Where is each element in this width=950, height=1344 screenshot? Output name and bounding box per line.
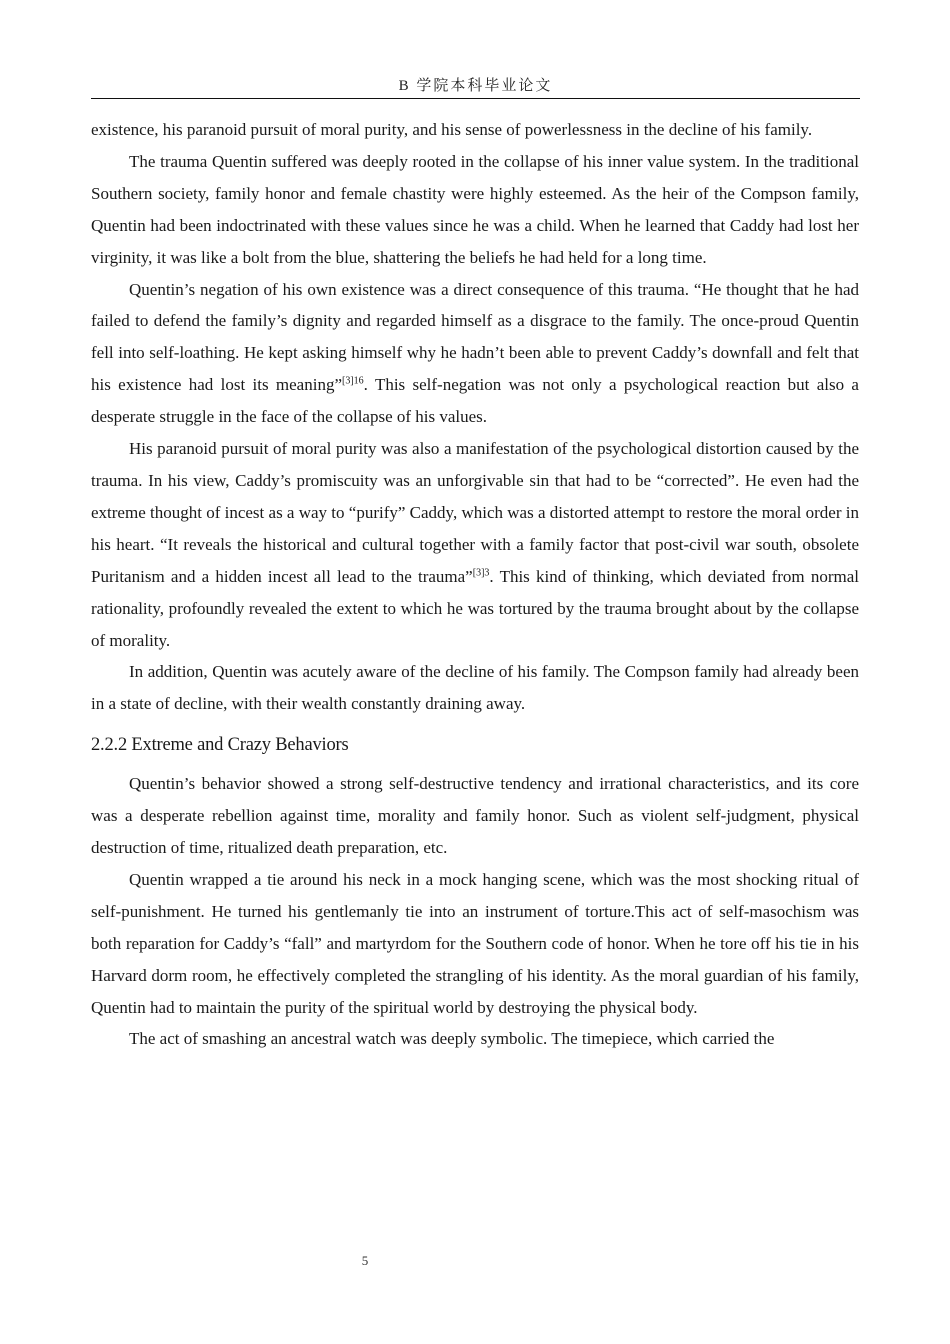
section-heading: 2.2.2 Extreme and Crazy Behaviors bbox=[91, 735, 349, 756]
paragraph-text: His paranoid pursuit of moral purity was also a manifestation of the psychological distortion caused by the trauma. In his view, Caddy’s promiscuity was an unforgivable sin that had to be “corrected”. He even had the extreme thought of incest as a way to “purify” Caddy, which was a distorted attempt to restore the moral order in his heart. “It reveals the historical and cultural together with a family factor that post-civil war south, obsolete Puritanism and a hidden incest all lead to the trauma” bbox=[91, 439, 859, 586]
paragraph-tie-ritual: Quentin wrapped a tie around his neck in a mock hanging scene, which was the most shocking ritual of self-punishment. He turned his gentlemanly tie into an instrument of torture.This act of self-masochism was both reparation for Caddy’s “fall” and martyrdom for the Southern code of honor. When he tore off his tie in his Harvard dorm room, he effectively completed the strangling of his identity. As the moral guardian of his family, Quentin had to maintain the purity of the spiritual world by destroying the physical body. bbox=[91, 869, 859, 1017]
paragraph-self-negation bbox=[91, 274, 859, 434]
paragraph-continuation: existence, his paranoid pursuit of moral purity, and his sense of powerlessness in the decline of his family. bbox=[91, 120, 813, 139]
header-rule bbox=[91, 98, 860, 99]
citation: [3]3 bbox=[472, 567, 490, 579]
paragraph-watch: The act of smashing an ancestral watch was deeply symbolic. The timepiece, which carried the bbox=[129, 1029, 775, 1049]
paragraph-moral-purity bbox=[91, 433, 859, 656]
paragraph-trauma-roots: The trauma Quentin suffered was deeply rooted in the collapse of his inner value system. In the traditional Southern society, family honor and female chastity were highly esteemed. As the heir of the Compson family, Quentin had been indoctrinated with these values since he was a child. When he learned that Caddy had lost her virginity, it was like a bolt from the blue, shattering the beliefs he had held for a long time. bbox=[91, 151, 859, 267]
paragraph-text: Quentin’s negation of his own existence was a direct consequence of this trauma. “He thought that he had failed to defend the family’s dignity and regarded himself as a disgrace to the family. The once-proud Quentin fell into self-loathing. He kept asking himself why he hadn’t been able to prevent Caddy’s downfall and felt that his existence had lost its meaning” bbox=[91, 279, 859, 395]
paragraph-behavior: Quentin’s behavior showed a strong self-destructive tendency and irrational characteristics, and its core was a desperate rebellion against time, morality and family honor. Such as violent self-judgment, physical destruction of time, ritualized death preparation, etc. bbox=[91, 774, 859, 858]
paragraph-text: . This self-negation was not only a psychological reaction but also a desperate struggle in the face of the collapse of his values. bbox=[91, 375, 859, 427]
page-number: 5 bbox=[361, 1253, 369, 1268]
paragraph-family-decline: In addition, Quentin was acutely aware of the decline of his family. The Compson family had already been in a state of decline, with their wealth constantly draining away. bbox=[91, 662, 859, 714]
citation: [3]16 bbox=[342, 375, 364, 387]
running-header: B 学院本科毕业论文 bbox=[398, 78, 553, 94]
body-text bbox=[91, 114, 859, 1055]
paragraph-text: . This kind of thinking, which deviated from normal rationality, profoundly revealed the extent to which he was tortured by the trauma brought about by the collapse of morality. bbox=[91, 566, 859, 650]
